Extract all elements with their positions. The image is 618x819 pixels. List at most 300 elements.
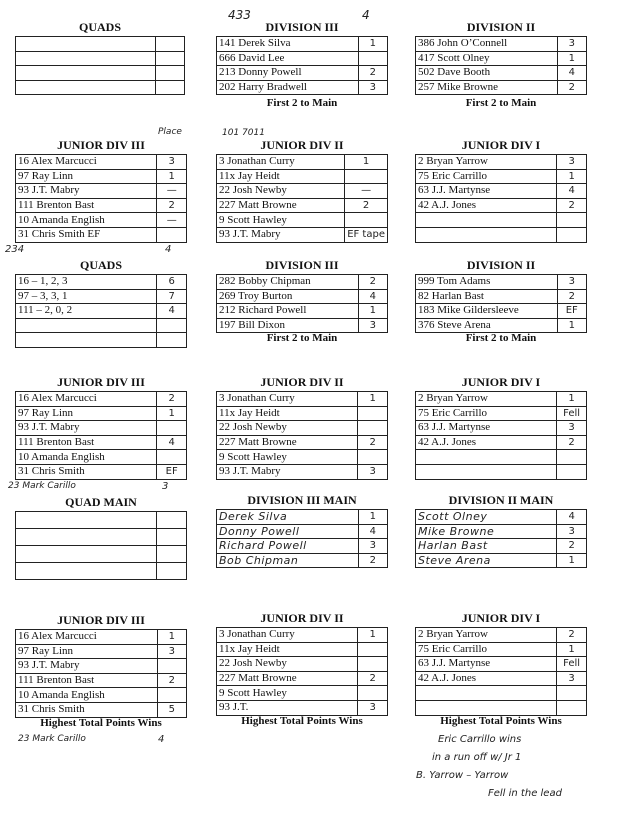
footnote-line-2: in a run off w/ Jr 1: [432, 752, 522, 763]
entrant-name: 97 Ray Linn: [16, 644, 158, 659]
entrant-name: [16, 37, 156, 52]
place-cell: [358, 406, 388, 421]
place-cell: [155, 51, 184, 66]
table-row: [416, 642, 587, 657]
entrant-name: [416, 213, 557, 228]
place-cell: 2: [557, 289, 586, 304]
place-cell: [345, 169, 388, 184]
table-row: [217, 169, 388, 184]
table-row: [217, 80, 388, 95]
entrant-name: [416, 450, 557, 465]
table-row: [217, 686, 388, 701]
entrant-name: 417 Scott Olney: [416, 51, 558, 66]
entrant-name: [16, 80, 156, 95]
place-cell: 1: [358, 37, 387, 52]
table-row: [16, 318, 187, 333]
block-title: JUNIOR DIV III: [57, 613, 145, 627]
entrant-name: 16 Alex Marcucci: [16, 392, 157, 407]
entrant-name: 63 J.J. Martynse: [416, 421, 557, 436]
place-cell: 3: [358, 464, 388, 479]
footnote-line-1: Eric Carrillo wins: [438, 734, 522, 745]
junior-div-ii-block-1: [216, 138, 388, 253]
entrant-name: Mike Browne: [416, 524, 557, 539]
place-label: Place: [158, 127, 182, 137]
entrant-name: [16, 51, 156, 66]
entrant-name: 502 Dave Booth: [416, 66, 558, 81]
entrant-name: 2 Bryan Yarrow: [416, 392, 557, 407]
table-row: [16, 304, 187, 319]
table-row: [16, 688, 187, 703]
table-row: [217, 304, 388, 319]
entrant-name: 376 Steve Arena: [416, 318, 558, 333]
division-ii-table: [415, 274, 587, 333]
table-row: [416, 155, 587, 170]
table-row: [16, 289, 187, 304]
junior-div-ii-table: [216, 154, 388, 243]
place-cell: 4: [358, 524, 387, 539]
division-ii-block-2: [415, 258, 587, 348]
place-cell: EF tape: [345, 227, 388, 242]
table-row: [416, 51, 587, 66]
table-row: [16, 563, 187, 580]
entrant-name: 42 A.J. Jones: [416, 435, 557, 450]
table-row: [16, 155, 187, 170]
table-row: [416, 227, 587, 242]
entrant-name: 31 Chris Smith: [16, 464, 157, 479]
entrant-name: 666 David Lee: [217, 51, 359, 66]
below-right-scrawl: 4: [165, 244, 172, 255]
entrant-name: 82 Harlan Bast: [416, 289, 558, 304]
division-iii-table: [216, 36, 388, 95]
entrant-name: 11x Jay Heidt: [217, 406, 358, 421]
table-row: [16, 630, 187, 645]
entrant-name: 11x Jay Heidt: [217, 169, 345, 184]
place-cell: 5: [157, 702, 186, 717]
place-cell: 7: [157, 289, 187, 304]
junior-div-iii-table: [15, 629, 187, 718]
table-row: [416, 37, 587, 52]
table-row: [416, 435, 587, 450]
table-row: [416, 671, 587, 686]
table-row: [16, 529, 187, 546]
entrant-name: 63 J.J. Martynse: [416, 657, 557, 672]
below-scrawl: 23 Mark Carillo: [18, 734, 86, 744]
entrant-name: Scott Olney: [416, 510, 557, 525]
place-cell: 1: [557, 642, 587, 657]
entrant-name: 93 J.T. Mabry: [217, 227, 345, 242]
table-row: [16, 198, 187, 213]
entrant-name: 22 Josh Newby: [217, 657, 358, 672]
place-cell: 3: [358, 539, 387, 554]
quads-block-2: [15, 258, 187, 366]
place-cell: —: [345, 184, 388, 199]
table-row: [416, 184, 587, 199]
table-row: [16, 51, 185, 66]
footnote-line-3: B. Yarrow – Yarrow: [416, 770, 509, 781]
place-cell: [157, 333, 187, 348]
entrant-name: 111 Brenton Bast: [16, 435, 157, 450]
entrant-name: 213 Donny Powell: [217, 66, 359, 81]
table-row: [217, 155, 388, 170]
table-row: [16, 169, 187, 184]
table-row: [217, 553, 388, 568]
entrant-name: [416, 686, 557, 701]
table-row: [217, 524, 388, 539]
table-row: [217, 671, 388, 686]
entrant-name: 111 Brenton Bast: [16, 198, 157, 213]
table-row: [217, 450, 388, 465]
entrant-name: 111 – 2, 0, 2: [16, 304, 157, 319]
entrant-name: [16, 66, 156, 81]
place-cell: [557, 213, 587, 228]
entrant-name: [16, 318, 157, 333]
entrant-name: 3 Jonathan Curry: [217, 392, 358, 407]
place-cell: 3: [157, 644, 186, 659]
entrant-name: 9 Scott Hawley: [217, 213, 345, 228]
points-note: Highest Total Points Wins: [440, 715, 562, 727]
table-row: [416, 66, 587, 81]
block-title: QUADS: [78, 20, 121, 34]
junior-div-i-block-3: [415, 611, 587, 731]
table-row: [16, 546, 187, 563]
entrant-name: 75 Eric Carrillo: [416, 169, 557, 184]
table-row: [217, 435, 388, 450]
advance-note: First 2 to Main: [465, 97, 537, 109]
place-cell: [358, 421, 388, 436]
quads-block-1: [15, 20, 185, 110]
entrant-name: [416, 464, 557, 479]
place-cell: [358, 686, 388, 701]
place-cell: 2: [358, 275, 387, 290]
block-title: JUNIOR DIV III: [57, 375, 145, 389]
junior-div-ii-block-2: [216, 375, 388, 485]
junior-div-ii-block-3: [216, 611, 388, 731]
division-iii-block-2: [216, 258, 388, 348]
entrant-name: 93 J.T.: [217, 700, 358, 715]
place-cell: 3: [157, 155, 187, 170]
junior-div-i-block-1: [415, 138, 587, 253]
below-place-scrawl: 3: [162, 481, 169, 492]
place-cell: 4: [157, 304, 187, 319]
table-row: [16, 37, 185, 52]
table-row: [217, 700, 388, 715]
place-cell: 3: [557, 37, 586, 52]
entrant-name: 97 Ray Linn: [16, 406, 157, 421]
entrant-name: 3 Jonathan Curry: [217, 628, 358, 643]
entrant-name: [16, 529, 157, 546]
table-row: [416, 524, 587, 539]
entrant-name: 2 Bryan Yarrow: [416, 155, 557, 170]
table-row: [416, 657, 587, 672]
place-cell: [358, 642, 388, 657]
advance-note: First 2 to Main: [266, 332, 338, 344]
entrant-name: 9 Scott Hawley: [217, 686, 358, 701]
footnote-line-4: Fell in the lead: [488, 788, 562, 799]
entrant-name: 386 John O’Connell: [416, 37, 558, 52]
place-cell: [358, 51, 387, 66]
entrant-name: [16, 546, 157, 563]
table-row: [16, 275, 187, 290]
junior-div-iii-table: [15, 154, 187, 243]
block-title: DIVISION II: [466, 20, 536, 34]
place-cell: [157, 450, 187, 465]
entrant-name: 9 Scott Hawley: [217, 450, 358, 465]
table-row: [416, 700, 587, 715]
block-title: JUNIOR DIV II: [260, 611, 344, 625]
table-row: [416, 406, 587, 421]
junior-div-i-table: [415, 391, 587, 480]
table-row: [416, 304, 587, 319]
place-cell: [157, 512, 187, 529]
table-row: [217, 66, 388, 81]
entrant-name: 93 J.T. Mabry: [16, 659, 158, 674]
scrawl-101: 101 7011: [222, 128, 265, 138]
table-row: [416, 318, 587, 333]
table-row: [217, 642, 388, 657]
table-row: [416, 628, 587, 643]
entrant-name: [16, 563, 157, 580]
table-row: [217, 213, 388, 228]
junior-div-i-block-2: [415, 375, 587, 485]
table-row: [217, 406, 388, 421]
place-cell: 2: [358, 553, 387, 568]
place-cell: 6: [157, 275, 187, 290]
quads-table: [15, 274, 187, 348]
points-note: Highest Total Points Wins: [241, 715, 363, 727]
place-cell: 1: [157, 630, 186, 645]
entrant-name: 10 Amanda English: [16, 688, 158, 703]
entrant-name: 31 Chris Smith EF: [16, 227, 157, 242]
place-cell: [358, 657, 388, 672]
place-cell: [157, 227, 187, 242]
table-row: [217, 227, 388, 242]
table-row: [416, 392, 587, 407]
block-title: DIVISION III: [265, 20, 339, 34]
place-cell: 1: [358, 510, 387, 525]
place-cell: 3: [557, 421, 587, 436]
entrant-name: 10 Amanda English: [16, 450, 157, 465]
place-cell: [157, 563, 187, 580]
place-cell: 1: [557, 318, 586, 333]
table-row: [217, 198, 388, 213]
table-row: [416, 510, 587, 525]
block-title: JUNIOR DIV II: [260, 138, 344, 152]
table-row: [217, 421, 388, 436]
place-cell: 2: [557, 198, 587, 213]
table-row: [16, 80, 185, 95]
table-row: [16, 512, 187, 529]
table-row: [217, 392, 388, 407]
entrant-name: 227 Matt Browne: [217, 198, 345, 213]
junior-div-ii-table: [216, 627, 388, 716]
quad-main-table: [15, 511, 187, 580]
table-row: [16, 673, 187, 688]
place-cell: 2: [358, 671, 388, 686]
place-cell: 1: [157, 169, 187, 184]
table-row: [16, 702, 187, 717]
place-cell: [358, 450, 388, 465]
place-cell: 3: [358, 318, 387, 333]
place-cell: [155, 66, 184, 81]
place-cell: 1: [358, 392, 388, 407]
entrant-name: 42 A.J. Jones: [416, 198, 557, 213]
table-row: [416, 450, 587, 465]
block-title: QUADS: [79, 258, 122, 272]
entrant-name: 16 – 1, 2, 3: [16, 275, 157, 290]
quads-table: [15, 36, 185, 95]
entrant-name: 111 Brenton Bast: [16, 673, 158, 688]
division-iii-block-1: [216, 20, 388, 115]
block-title: DIVISION II: [466, 258, 536, 272]
entrant-name: 999 Tom Adams: [416, 275, 558, 290]
place-cell: [157, 546, 187, 563]
entrant-name: 3 Jonathan Curry: [217, 155, 345, 170]
entrant-name: 97 Ray Linn: [16, 169, 157, 184]
place-cell: 2: [157, 673, 186, 688]
entrant-name: 22 Josh Newby: [217, 184, 345, 199]
block-title: DIVISION II MAIN: [448, 493, 554, 507]
place-cell: 1: [358, 628, 388, 643]
place-cell: 2: [557, 80, 586, 95]
division-ii-main-block: [415, 493, 587, 578]
table-row: [217, 275, 388, 290]
entrant-name: 22 Josh Newby: [217, 421, 358, 436]
below-left-scrawl: 234: [5, 244, 25, 255]
entrant-name: 257 Mike Browne: [416, 80, 558, 95]
place-cell: EF: [557, 304, 586, 319]
place-cell: [345, 213, 388, 228]
advance-note: First 2 to Main: [266, 97, 338, 109]
place-cell: [157, 529, 187, 546]
junior-div-i-table: [415, 154, 587, 243]
table-row: [416, 169, 587, 184]
junior-div-i-table: [415, 627, 587, 716]
entrant-name: 141 Derek Silva: [217, 37, 359, 52]
place-cell: 4: [358, 289, 387, 304]
place-cell: 1: [557, 392, 587, 407]
top-scrawl-right: 4: [362, 8, 370, 22]
top-scrawl-left: 433: [228, 8, 251, 22]
place-cell: 3: [557, 524, 587, 539]
entrant-name: 93 J.T. Mabry: [16, 184, 157, 199]
junior-div-ii-table: [216, 391, 388, 480]
place-cell: 4: [557, 66, 586, 81]
place-cell: [157, 688, 186, 703]
place-cell: Fell: [557, 657, 587, 672]
table-row: [416, 213, 587, 228]
table-row: [416, 539, 587, 554]
place-cell: Fell: [557, 406, 587, 421]
place-cell: 4: [557, 510, 587, 525]
place-cell: [557, 700, 587, 715]
place-cell: 4: [157, 435, 187, 450]
place-cell: [557, 227, 587, 242]
block-title: JUNIOR DIV II: [260, 375, 344, 389]
entrant-name: 93 J.T. Mabry: [217, 464, 358, 479]
table-row: [16, 659, 187, 674]
entrant-name: 97 – 3, 3, 1: [16, 289, 157, 304]
table-row: [16, 213, 187, 228]
table-row: [217, 464, 388, 479]
junior-div-iii-block-2: [15, 375, 187, 485]
place-cell: [157, 659, 186, 674]
entrant-name: 93 J.T. Mabry: [16, 421, 157, 436]
table-row: [416, 464, 587, 479]
place-cell: [157, 318, 187, 333]
place-cell: 1: [557, 51, 586, 66]
table-row: [217, 657, 388, 672]
table-row: [217, 37, 388, 52]
place-cell: 4: [557, 184, 587, 199]
table-row: [416, 421, 587, 436]
table-row: [16, 392, 187, 407]
advance-note: First 2 to Main: [465, 332, 537, 344]
place-cell: [157, 421, 187, 436]
entrant-name: [416, 700, 557, 715]
table-row: [416, 80, 587, 95]
block-title: DIVISION III: [265, 258, 339, 272]
division-ii-table: [415, 36, 587, 95]
entrant-name: 10 Amanda English: [16, 213, 157, 228]
entrant-name: 16 Alex Marcucci: [16, 155, 157, 170]
entrant-name: 212 Richard Powell: [217, 304, 359, 319]
entrant-name: 227 Matt Browne: [217, 435, 358, 450]
table-row: [16, 464, 187, 479]
place-cell: 1: [557, 553, 587, 568]
place-cell: [155, 37, 184, 52]
junior-div-iii-block-3: [15, 613, 187, 733]
table-row: [16, 333, 187, 348]
entrant-name: 197 Bill Dixon: [217, 318, 359, 333]
junior-div-iii-table: [15, 391, 187, 480]
place-cell: [557, 686, 587, 701]
table-row: [416, 275, 587, 290]
entrant-name: 2 Bryan Yarrow: [416, 628, 557, 643]
table-row: [217, 510, 388, 525]
table-row: [16, 227, 187, 242]
junior-div-iii-block-1: [15, 138, 187, 253]
place-cell: 1: [157, 406, 187, 421]
table-row: [217, 51, 388, 66]
entrant-name: 269 Troy Burton: [217, 289, 359, 304]
table-row: [16, 66, 185, 81]
place-cell: 2: [358, 66, 387, 81]
table-row: [16, 435, 187, 450]
place-cell: 2: [557, 539, 587, 554]
entrant-name: 202 Harry Bradwell: [217, 80, 359, 95]
place-cell: [155, 80, 184, 95]
entrant-name: [416, 227, 557, 242]
place-cell: 1: [358, 304, 387, 319]
place-cell: 2: [557, 628, 587, 643]
block-title: JUNIOR DIV I: [461, 138, 541, 152]
entrant-name: 16 Alex Marcucci: [16, 630, 158, 645]
entrant-name: 75 Eric Carrillo: [416, 642, 557, 657]
place-cell: 3: [358, 700, 388, 715]
entrant-name: [16, 512, 157, 529]
below-place-scrawl: 4: [158, 734, 165, 745]
place-cell: —: [157, 184, 187, 199]
place-cell: 1: [557, 169, 587, 184]
table-row: [16, 421, 187, 436]
entrant-name: 31 Chris Smith: [16, 702, 158, 717]
place-cell: 2: [345, 198, 388, 213]
table-row: [217, 539, 388, 554]
block-title: JUNIOR DIV III: [57, 138, 145, 152]
place-cell: [557, 464, 587, 479]
place-cell: 3: [557, 155, 587, 170]
entrant-name: 75 Eric Carrillo: [416, 406, 557, 421]
